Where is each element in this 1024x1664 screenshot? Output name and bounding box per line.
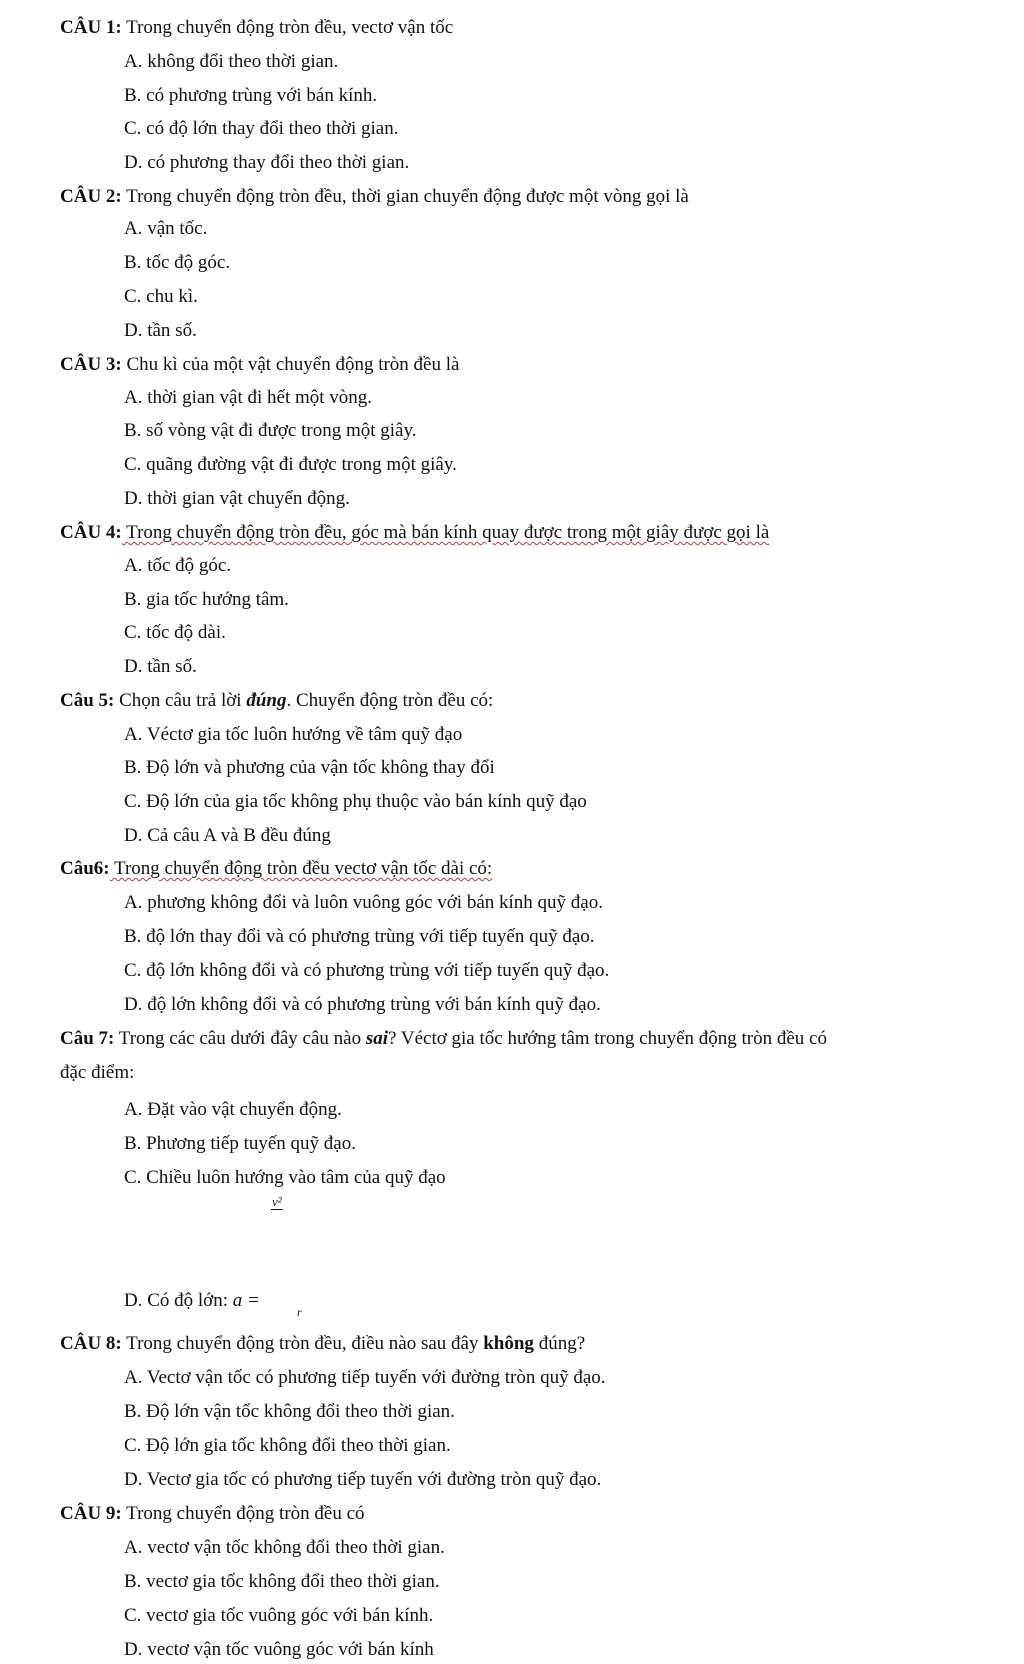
formula-lhs: a =	[232, 1290, 260, 1311]
question-7-option-c: C. Chiều luôn hướng vào tâm của quỹ đạo	[124, 1167, 446, 1188]
question-1-option-a: A. không đổi theo thời gian.	[124, 51, 339, 72]
question-1-label: CÂU 1:	[60, 17, 122, 38]
question-7-option-d-label: D. Có độ lớn:	[124, 1290, 233, 1311]
question-7-option-a: A. Đặt vào vật chuyển động.	[124, 1099, 342, 1120]
question-6-label: Câu6:	[60, 858, 110, 879]
question-2-option-a: A. vận tốc.	[124, 218, 208, 239]
question-5-option-c: C. Độ lớn của gia tốc không phụ thuộc vào bán kính quỹ đạo	[124, 791, 587, 812]
question-8	[60, 1333, 585, 1355]
question-3	[60, 354, 459, 376]
question-1	[60, 17, 453, 39]
question-8-option-c: C. Độ lớn gia tốc không đổi theo thời gian.	[124, 1435, 451, 1456]
question-2-option-b: B. tốc độ góc.	[124, 252, 231, 273]
question-2-option-d: D. tần số.	[124, 320, 197, 341]
question-4-option-b: B. gia tốc hướng tâm.	[124, 589, 289, 610]
question-7-text-after: ? Véctơ gia tốc hướng tâm trong chuyển động tròn đều có	[388, 1028, 827, 1049]
question-3-option-b: B. số vòng vật đi được trong một giây.	[124, 420, 417, 441]
question-9-text: Trong chuyển động tròn đều có	[121, 1503, 365, 1524]
question-8-text-after: đúng?	[533, 1333, 586, 1354]
question-7-text-line2: đặc điểm:	[60, 1062, 135, 1083]
question-6-text: Trong chuyển động tròn đều vectơ vận tốc dài có:	[109, 858, 493, 879]
question-7	[60, 1028, 827, 1050]
question-4-option-a: A. tốc độ góc.	[124, 555, 232, 576]
question-5-option-a: A. Véctơ gia tốc luôn hướng về tâm quỹ đạo	[124, 724, 463, 745]
question-3-option-c: C. quãng đường vật đi được trong một giây.	[124, 454, 457, 475]
question-5-text-before: Chọn câu trả lời	[114, 690, 247, 711]
question-5-option-d: D. Cả câu A và B đều đúng	[124, 825, 331, 846]
question-4-option-d: D. tần số.	[124, 656, 197, 677]
question-6-option-b: B. độ lớn thay đổi và có phương trùng với tiếp tuyến quỹ đạo.	[124, 926, 595, 947]
question-8-option-a: A. Vectơ vận tốc có phương tiếp tuyến với đường tròn quỹ đạo.	[124, 1367, 606, 1388]
question-3-option-d: D. thời gian vật chuyển động.	[124, 488, 350, 509]
question-9-option-c: C. vectơ gia tốc vuông góc với bán kính.	[124, 1605, 434, 1626]
question-2-option-c: C. chu kì.	[124, 286, 198, 307]
question-7-text-before: Trong các câu dưới đây câu nào	[114, 1028, 366, 1049]
question-9-label: CÂU 9:	[60, 1503, 122, 1524]
question-6	[60, 858, 492, 880]
question-9-option-d: D. vectơ vận tốc vuông góc với bán kính	[124, 1639, 434, 1660]
question-4-label: CÂU 4:	[60, 522, 122, 543]
question-1-text: Trong chuyển động tròn đều, vectơ vận tốc	[121, 17, 454, 38]
question-2	[60, 186, 689, 208]
question-6-option-d: D. độ lớn không đổi và có phương trùng với bán kính quỹ đạo.	[124, 994, 601, 1015]
question-4	[60, 522, 769, 544]
formula-denominator: r	[297, 1305, 302, 1319]
question-8-emphasis: không	[483, 1333, 534, 1354]
question-7-label: Câu 7:	[60, 1028, 115, 1049]
question-8-option-b: B. Độ lớn vận tốc không đổi theo thời gian.	[124, 1401, 455, 1422]
question-2-text: Trong chuyển động tròn đều, thời gian chuyển động được một vòng gọi là	[121, 186, 689, 207]
question-8-option-d: D. Vectơ gia tốc có phương tiếp tuyến với đường tròn quỹ đạo.	[124, 1469, 602, 1490]
formula-numerator: v²	[272, 1194, 282, 1209]
question-9-option-a: A. vectơ vận tốc không đổi theo thời gian.	[124, 1537, 445, 1558]
question-9-option-b: B. vectơ gia tốc không đổi theo thời gian.	[124, 1571, 440, 1592]
question-8-label: CÂU 8:	[60, 1333, 122, 1354]
question-5-option-b: B. Độ lớn và phương của vận tốc không thay đổi	[124, 757, 495, 778]
question-9	[60, 1503, 365, 1525]
question-2-label: CÂU 2:	[60, 186, 122, 207]
question-5-text-after: . Chuyển động tròn đều có:	[286, 690, 494, 711]
question-5	[60, 690, 493, 712]
question-6-option-a: A. phương không đổi và luôn vuông góc với bán kính quỹ đạo.	[124, 892, 603, 913]
question-1-option-d: D. có phương thay đổi theo thời gian.	[124, 152, 410, 173]
question-3-label: CÂU 3:	[60, 354, 122, 375]
question-6-option-c: C. độ lớn không đổi và có phương trùng với tiếp tuyến quỹ đạo.	[124, 960, 610, 981]
question-7-emphasis: sai	[365, 1028, 389, 1049]
question-1-option-b: B. có phương trùng với bán kính.	[124, 85, 378, 106]
question-5-label: Câu 5:	[60, 690, 115, 711]
question-8-text-before: Trong chuyển động tròn đều, điều nào sau đây	[121, 1333, 484, 1354]
question-7-option-b: B. Phương tiếp tuyến quỹ đạo.	[124, 1133, 356, 1154]
question-4-text: Trong chuyển động tròn đều, góc mà bán kính quay được trong một giây được gọi là	[121, 522, 770, 543]
question-5-emphasis: đúng	[246, 690, 287, 711]
question-3-text: Chu kì của một vật chuyển động tròn đều là	[121, 354, 460, 375]
question-3-option-a: A. thời gian vật đi hết một vòng.	[124, 387, 373, 408]
question-4-option-c: C. tốc độ dài.	[124, 622, 226, 643]
question-7-option-d	[124, 1290, 260, 1312]
question-1-option-c: C. có độ lớn thay đổi theo thời gian.	[124, 118, 399, 139]
